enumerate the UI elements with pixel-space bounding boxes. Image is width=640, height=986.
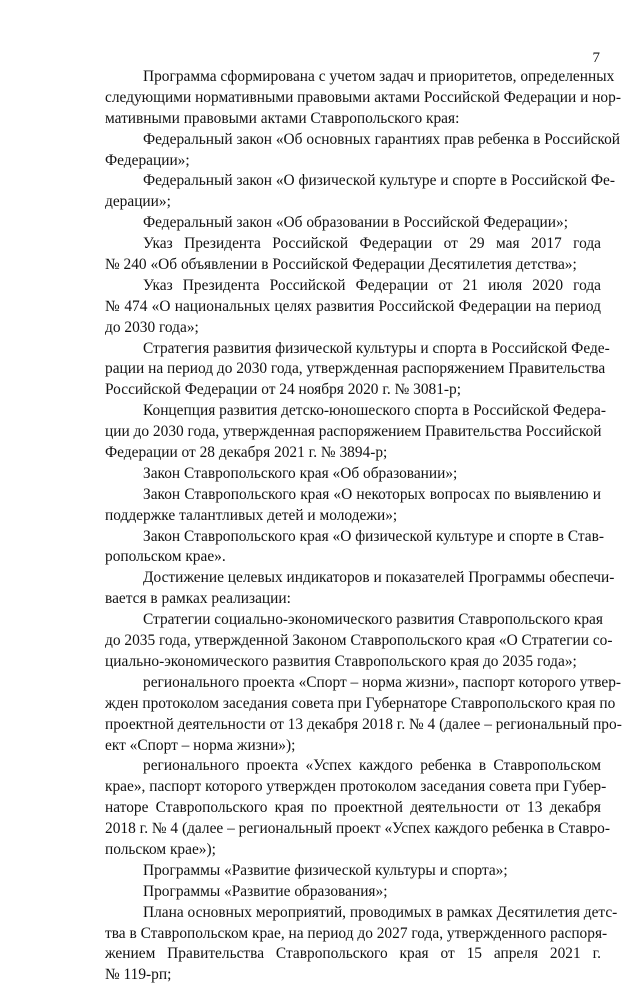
paragraph xyxy=(105,673,622,757)
paragraph-line: польском крае»); xyxy=(105,840,216,858)
paragraph-line: рации на период до 2030 года, утвержденная распоряжением Правительства xyxy=(105,360,606,378)
paragraph-line: тва в Ставропольском крае, на период до 2027 года, утвержденного распоря- xyxy=(105,924,608,942)
paragraph-line: ект «Спорт – норма жизни»); xyxy=(105,736,296,754)
paragraph-line: Российской Федерации от 24 ноября 2020 г. № 3081-р; xyxy=(105,381,462,399)
paragraph xyxy=(105,464,601,485)
paragraph xyxy=(105,485,601,527)
paragraph-line: Федерации от 28 декабря 2021 г. № 3894-р; xyxy=(105,444,388,462)
paragraph xyxy=(105,234,601,276)
paragraph-line: наторе Ставропольского края по проектной деятельности от 13 декабря xyxy=(105,799,601,817)
paragraph-line: проектной деятельности от 13 декабря 2018 г. № 4 (далее – региональный про- xyxy=(105,715,622,733)
paragraph-line: № 119-рп; xyxy=(105,966,172,984)
paragraph-line: поддержке талантливых детей и молодежи»; xyxy=(105,506,398,524)
paragraph xyxy=(105,67,621,130)
paragraph xyxy=(105,339,610,402)
paragraph xyxy=(105,882,601,903)
paragraph-line: Программа сформирована с учетом задач и приоритетов, определенных xyxy=(143,68,615,85)
paragraph-line: Программы «Развитие образования»; xyxy=(143,882,388,900)
paragraph-line: Указ Президента Российской Федерации от 21 июля 2020 года xyxy=(143,276,601,294)
paragraph xyxy=(105,861,601,882)
paragraph-line: вается в рамках реализации: xyxy=(105,590,291,608)
paragraph-line: Плана основных мероприятий, проводимых в рамках Десятилетия детс- xyxy=(143,903,618,921)
paragraph-line: Федеральный закон «Об образовании в Российской Федерации»; xyxy=(143,214,568,232)
paragraph-line: жением Правительства Ставропольского края от 15 апреля 2021 г. xyxy=(105,945,601,963)
paragraph-line: Закон Ставропольского края «Об образовании»; xyxy=(143,464,458,482)
paragraph-line: Программы «Развитие физической культуры и спорта»; xyxy=(143,861,508,879)
paragraph-line: следующими нормативными правовыми актами Российской Федерации и нор- xyxy=(105,88,621,106)
paragraph-line: Стратегия развития физической культуры и спорта в Российской Феде- xyxy=(143,339,610,357)
paragraph xyxy=(105,401,607,464)
paragraph-line: № 474 «О национальных целях развития Российской Федерации на период xyxy=(105,297,601,315)
paragraph-line: Стратегии социально-экономического развития Ставропольского края xyxy=(143,611,603,629)
paragraph-line: Федеральный закон «О физической культуре и спорте в Российской Фе- xyxy=(143,172,615,190)
paragraph-line: регионального проекта «Успех каждого ребенка в Ставропольском xyxy=(143,757,601,775)
paragraph xyxy=(105,171,615,213)
paragraph-line: циально-экономического развития Ставропольского края до 2035 года»; xyxy=(105,652,577,670)
paragraph xyxy=(105,610,613,673)
paragraph xyxy=(105,276,601,339)
paragraph-line: крае», паспорт которого утвержден протоколом заседания совета при Губер- xyxy=(105,778,607,796)
document-body xyxy=(105,67,622,986)
paragraph-line: Указ Президента Российской Федерации от 29 мая 2017 года xyxy=(143,235,601,253)
paragraph-line: Закон Ставропольского края «О физической культуре и спорте в Став- xyxy=(143,527,605,545)
paragraph-line: Концепция развития детско-юношеского спорта в Российской Федера- xyxy=(143,402,607,420)
paragraph-line: жден протоколом заседания совета при Губернаторе Ставропольского края по xyxy=(105,694,616,712)
paragraph-line: 2018 г. № 4 (далее – региональный проект «Успех каждого ребенка в Ставро- xyxy=(105,820,610,838)
paragraph xyxy=(105,213,601,234)
paragraph-line: ропольском крае». xyxy=(105,548,226,566)
paragraph xyxy=(105,903,618,986)
paragraph-line: Закон Ставропольского края «О некоторых вопросах по выявлению и xyxy=(143,485,601,503)
paragraph xyxy=(105,527,605,569)
paragraph xyxy=(105,756,610,860)
paragraph-line: ции до 2030 года, утвержденная распоряжением Правительства Российской xyxy=(105,423,602,441)
page-number: 7 xyxy=(592,50,600,66)
paragraph-line: регионального проекта «Спорт – норма жизни», паспорт которого утвер- xyxy=(143,673,622,691)
paragraph-line: № 240 «Об объявлении в Российской Федерации Десятилетия детства»; xyxy=(105,256,577,274)
paragraph-line: до 2030 года»; xyxy=(105,318,199,336)
paragraph-line: дерации»; xyxy=(105,193,171,211)
paragraph-line: до 2035 года, утвержденной Законом Ставропольского края «О Стратегии со- xyxy=(105,632,613,650)
paragraph xyxy=(105,568,615,610)
paragraph-line: Федеральный закон «Об основных гарантиях прав ребенка в Российской xyxy=(143,130,621,148)
paragraph-line: Федерации»; xyxy=(105,151,190,169)
paragraph-line: мативными правовыми актами Ставропольского края: xyxy=(105,109,460,127)
paragraph-line: Достижение целевых индикаторов и показателей Программы обеспечи- xyxy=(143,569,615,587)
paragraph xyxy=(105,130,621,172)
